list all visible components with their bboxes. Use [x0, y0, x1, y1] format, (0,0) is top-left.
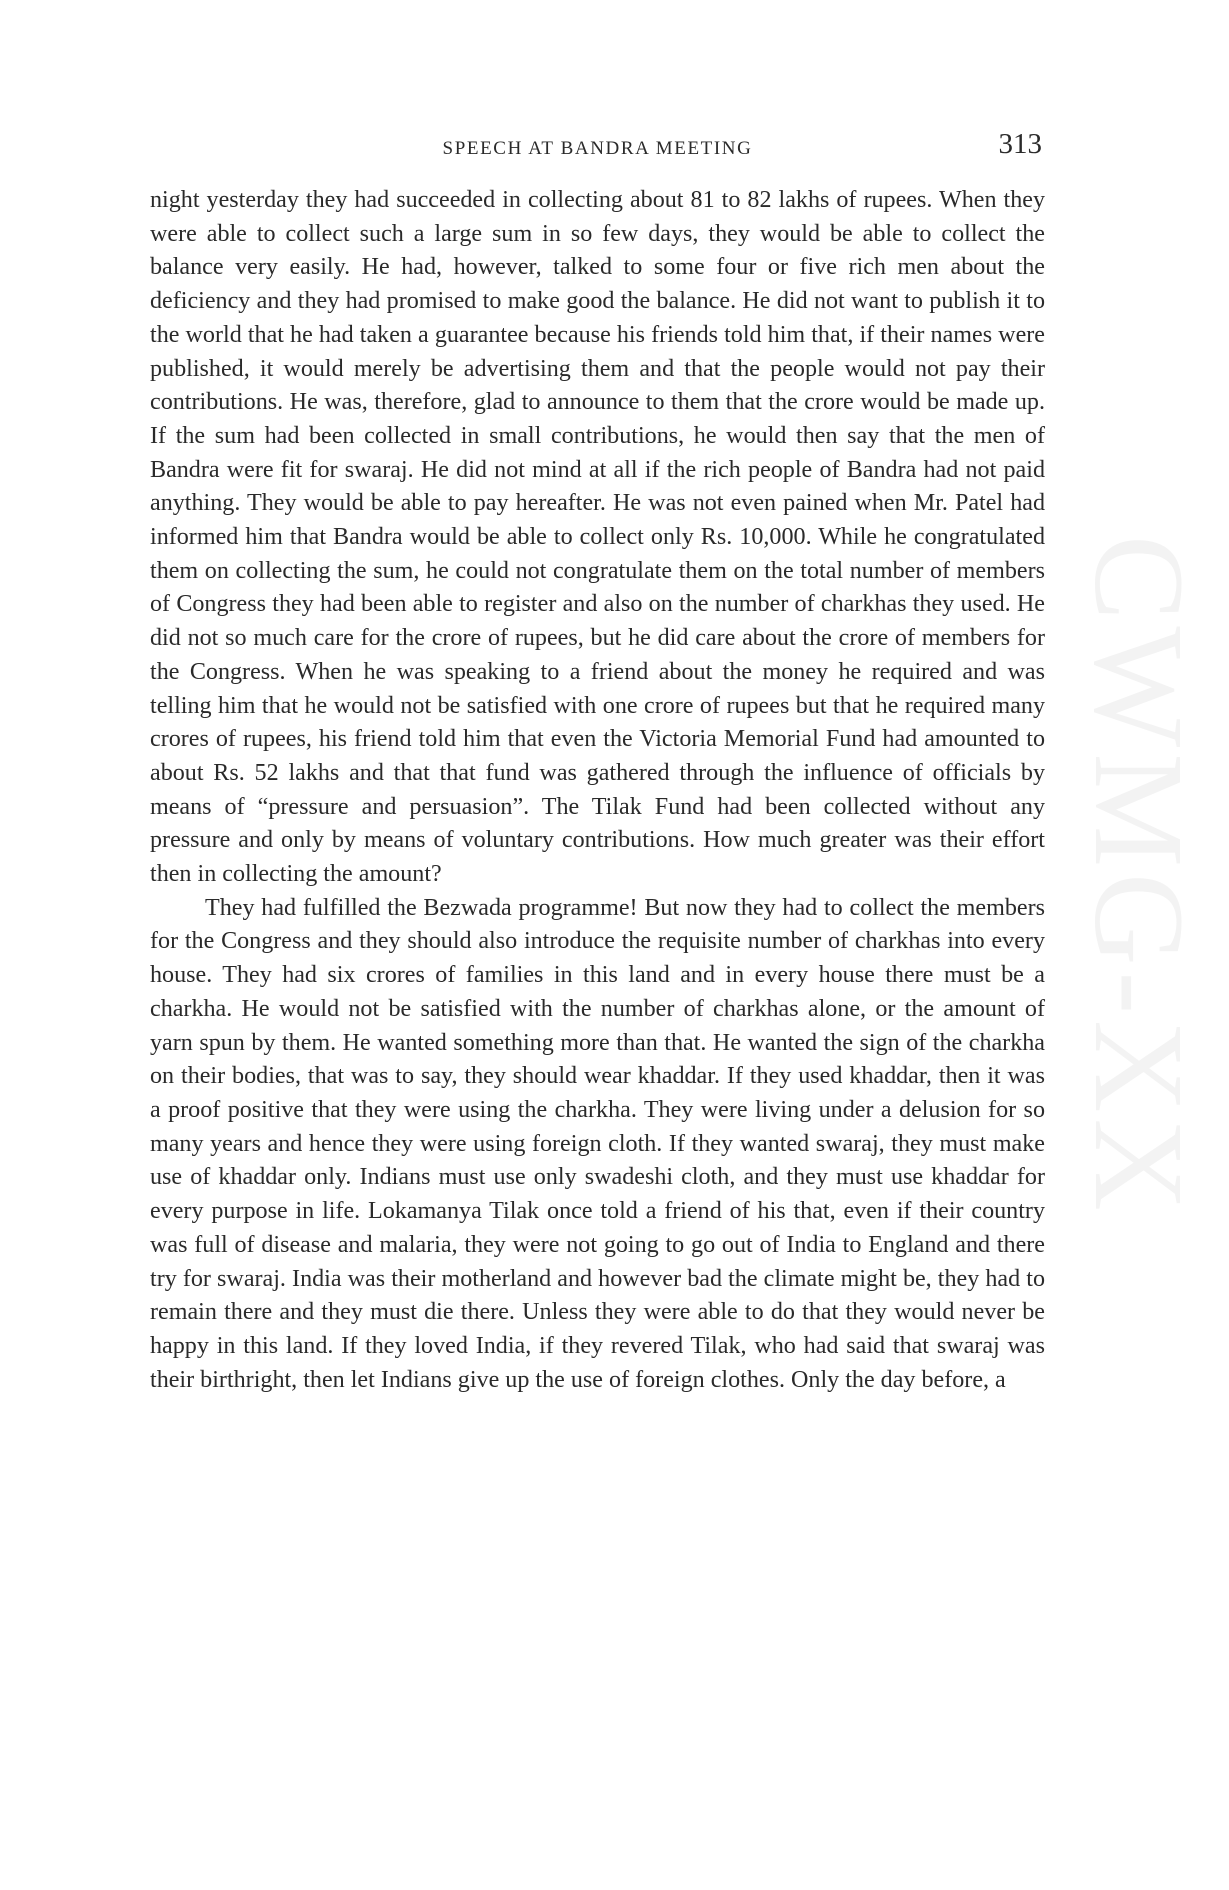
- paragraph: They had fulfilled the Bezwada programme! But now they had to collect the members for the Congress and they should also introduce the requisite number of charkhas into every house. They had six crores of families in this land and in every house there must be a charkha. He would not be satisfied with the number of charkhas alone, or the amount of yarn spun by them. He wanted something more than that. He wanted the sign of the charkha on their bodies, that was to say, they should wear khaddar. If they used khaddar, then it was a proof positive that they were using the charkha. They were living under a delusion for so many years and hence they were using foreign cloth. If they wanted swaraj, they must make use of khaddar only. Indians must use only swadeshi cloth, and they must use khaddar for every purpose in life. Lokamanya Tilak once told a friend of his that, even if their country was full of disease and malaria, they were not going to go out of India to England and there try for swaraj. India was their motherland and however bad the climate might be, they had to remain there and they must die there. Unless they were able to do that they would never be happy in this land. If they loved India, if they revered Tilak, who had said that swaraj was their birthright, then let Indians give up the use of foreign clothes. Only the day before, a: [150, 894, 1045, 1393]
- paragraph: night yesterday they had succeeded in collecting about 81 to 82 lakhs of rupees. When they were able to collect such a large sum in so few days, they would be able to collect the balance very easily. He had, however, talked to some four or five rich men about the deficiency and they had promised to make good the balance. He did not want to publish it to the world that he had taken a guarantee because his friends told him that, if their names were published, it would merely be advertising them and that the people would not pay their contributions. He was, therefore, glad to announce to them that the crore would be made up. If the sum had been collected in small contributions, he would then say that the men of Bandra were fit for swaraj. He did not mind at all if the rich people of Bandra had not paid anything. They would be able to pay hereafter. He was not even pained when Mr. Patel had informed him that Bandra would be able to collect only Rs. 10,000. While he congratulated them on collecting the sum, he could not congratulate them on the total number of members of Congress they had been able to register and also on the number of charkhas they used. He did not so much care for the crore of rupees, but he did care about the crore of members for the Congress. When he was speaking to a friend about the money he required and was telling him that he would not be satisfied with one crore of rupees but that he required many crores of rupees, his friend told him that even the Victoria Memorial Fund had amounted to about Rs. 52 lakhs and that that fund was gathered through the influence of officials by means of “pressure and persuasion”. The Tilak Fund had been collected without any pressure and only by means of voluntary contributions. How much greater was their effort then in collecting the amount?: [150, 187, 1045, 888]
- page-number: 313: [998, 128, 1042, 160]
- running-header: [150, 128, 1045, 168]
- volume-watermark: CWMG-XX: [1068, 535, 1210, 1217]
- running-title: SPEECH AT BANDRA MEETING: [442, 138, 753, 159]
- body-text: [150, 184, 1045, 1397]
